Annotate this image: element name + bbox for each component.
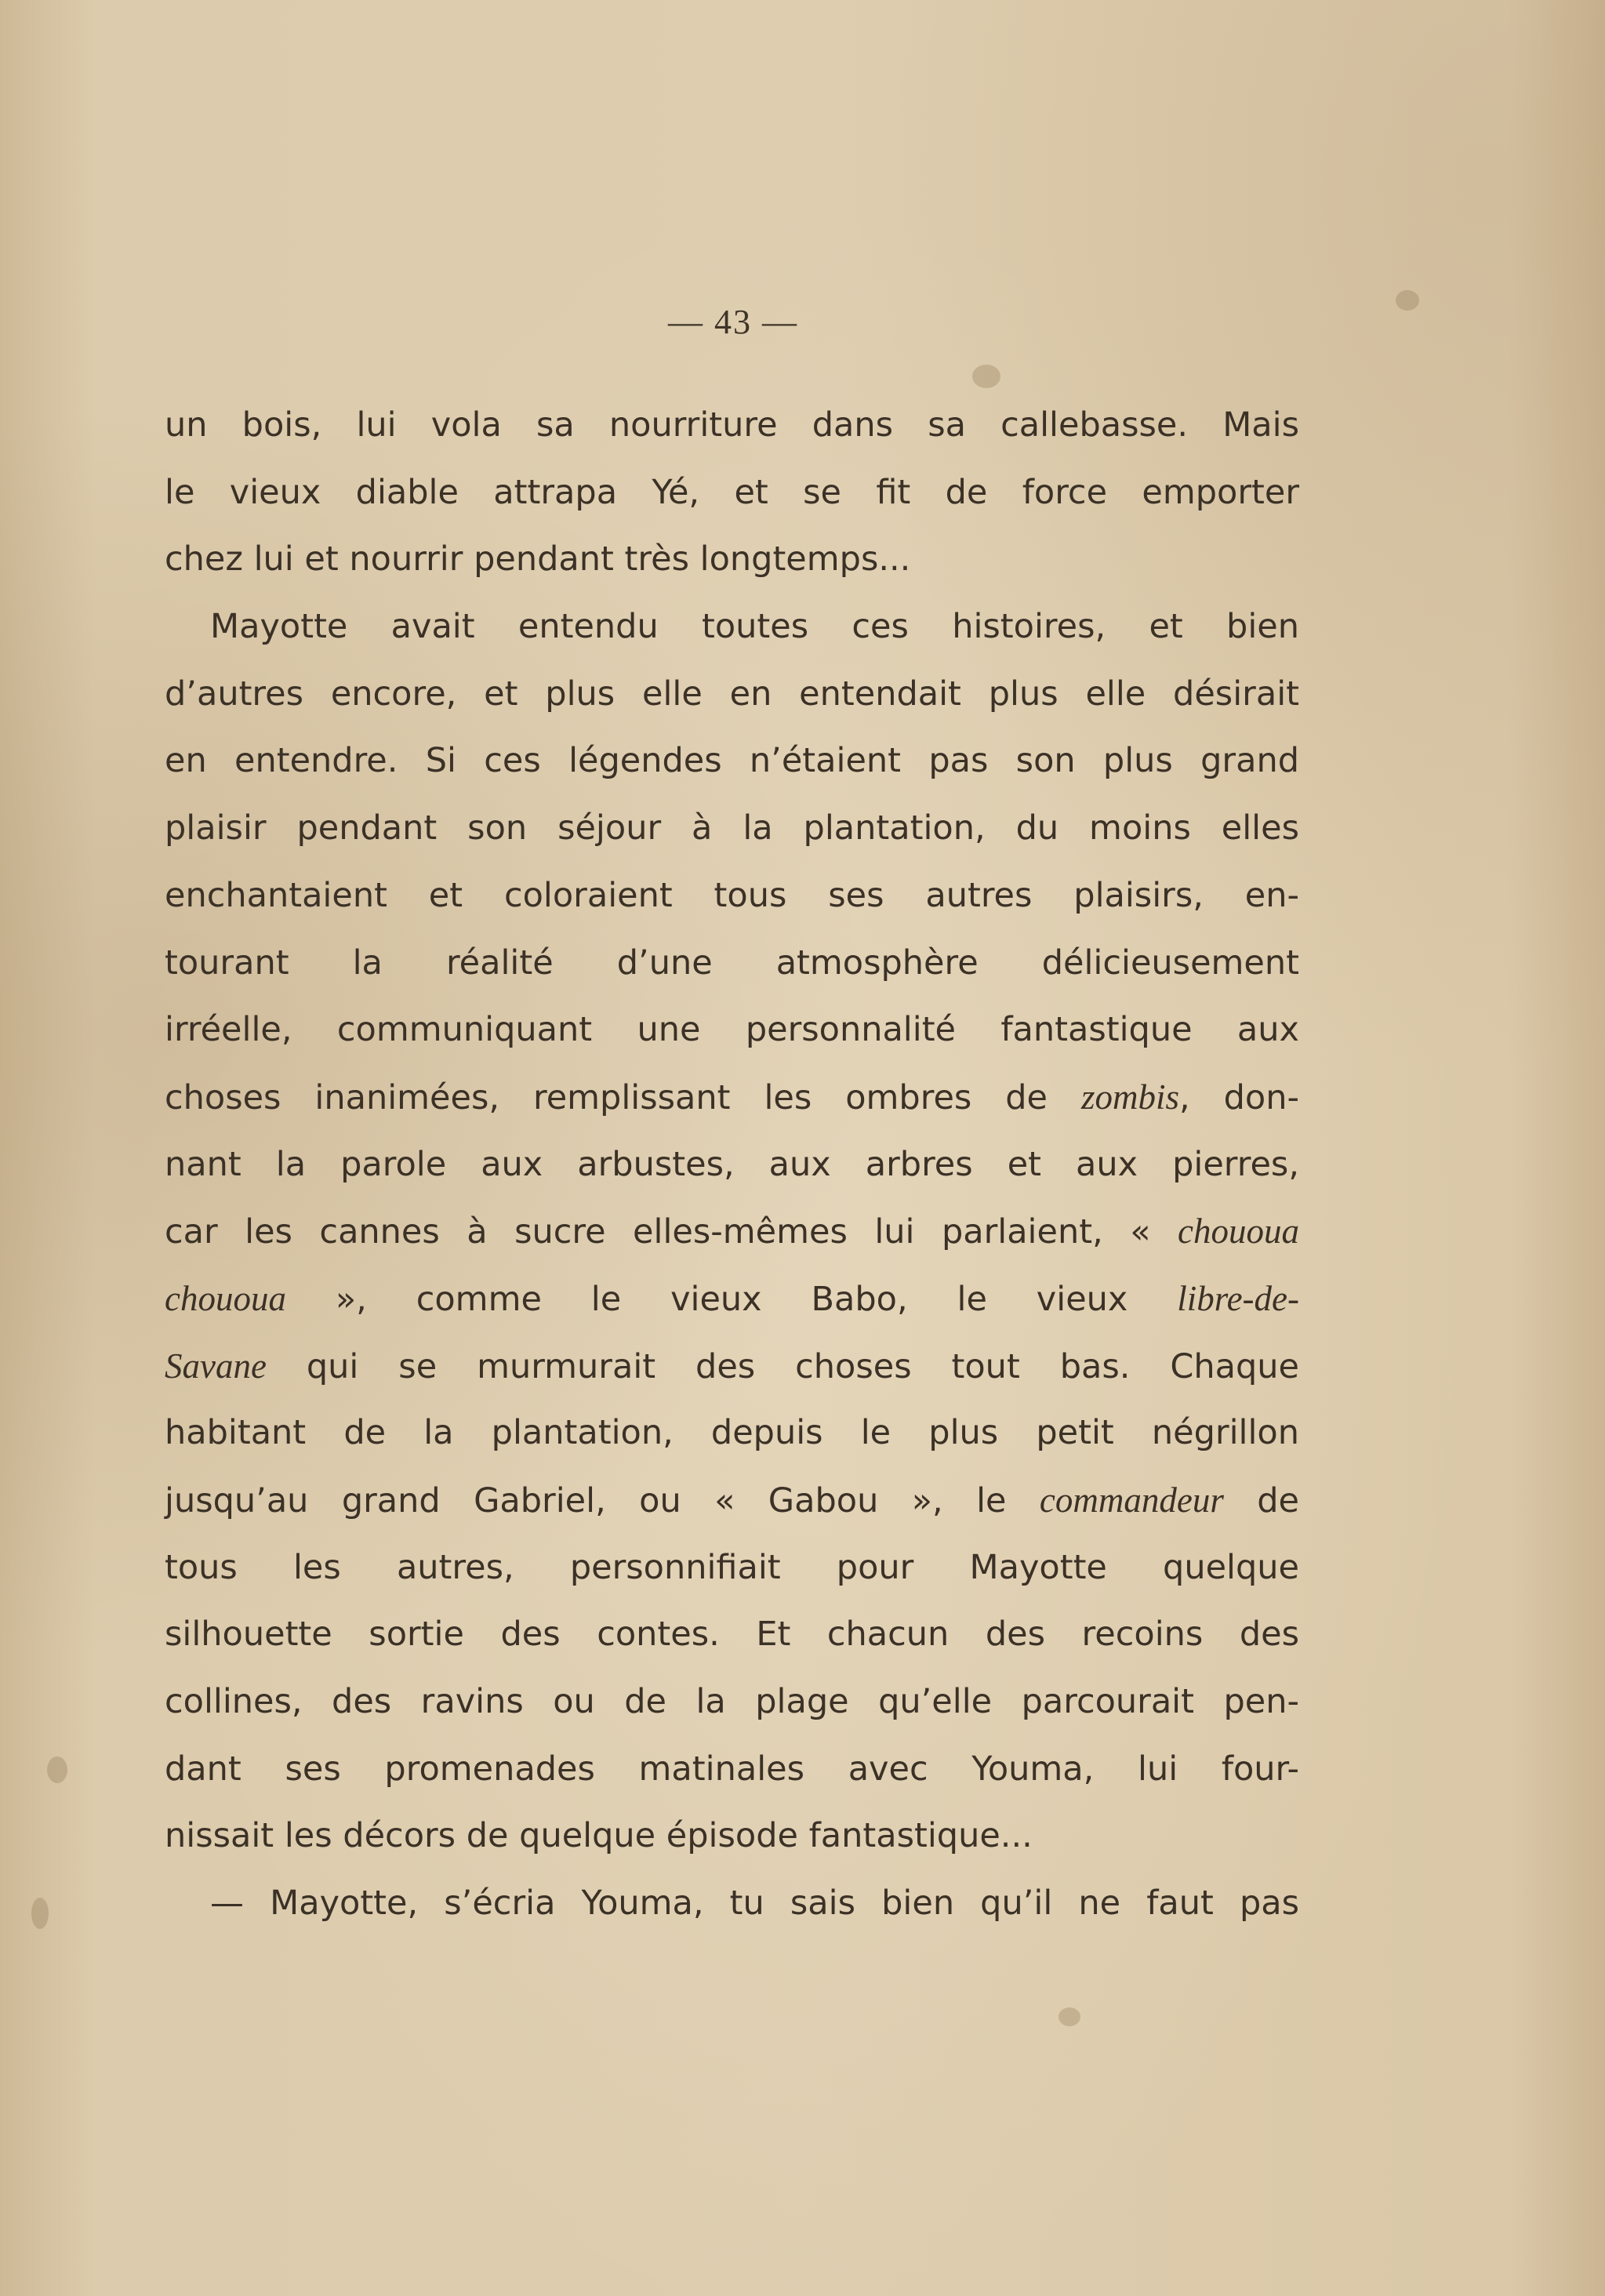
text-line: plaisir pendant son séjour à la plantation, du moins elles xyxy=(165,808,1299,848)
text-line: un bois, lui vola sa nourriture dans sa callebasse. Mais xyxy=(165,405,1299,445)
text-line: d’autres encore, et plus elle en entendait plus elle désirait xyxy=(165,674,1299,714)
italic-term: chououa xyxy=(1178,1212,1299,1252)
text-line: dant ses promenades matinales avec Youma, lui four- xyxy=(165,1749,1299,1789)
text-line: chez lui et nourrir pendant très longtemps... xyxy=(165,539,911,579)
text-line: jusqu’au grand Gabriel, ou « Gabou », le commandeur de xyxy=(165,1480,1300,1520)
text-line: nissait les décors de quelque épisode fantastique... xyxy=(165,1816,1033,1856)
paper-stain xyxy=(1059,2007,1080,2026)
text-line: Mayotte avait entendu toutes ces histoires, et bien xyxy=(210,607,1299,647)
text-line: irréelle, communiquant une personnalité fantastique aux xyxy=(165,1010,1299,1050)
italic-term: commandeur xyxy=(1039,1480,1224,1520)
text-line: enchantaient et coloraient tous ses autres plaisirs, en- xyxy=(165,875,1299,915)
italic-term: chououa xyxy=(165,1278,286,1318)
page-number: — 43 — xyxy=(668,303,798,341)
text-line: tous les autres, personnifiait pour Mayotte quelque xyxy=(165,1547,1299,1587)
paper-stain xyxy=(972,365,1000,388)
text-line: Savane qui se murmurait des choses tout bas. Chaque xyxy=(165,1346,1299,1386)
text-line: choses inanimées, remplissant les ombres de zombis, don- xyxy=(165,1077,1299,1117)
paper-stain xyxy=(31,1898,49,1929)
italic-term: zombis xyxy=(1080,1077,1179,1117)
paper-stain xyxy=(47,1757,67,1783)
italic-term: libre-de- xyxy=(1177,1278,1299,1318)
text-line: tourant la réalité d’une atmosphère délicieusement xyxy=(165,943,1299,983)
text-line: habitant de la plantation, depuis le plus petit négrillon xyxy=(165,1413,1299,1453)
italic-term: Savane xyxy=(165,1346,267,1386)
text-line: nant la parole aux arbustes, aux arbres et aux pierres, xyxy=(165,1144,1299,1184)
text-line: en entendre. Si ces légendes n’étaient pas son plus grand xyxy=(165,741,1299,781)
text-line: — Mayotte, s’écria Youma, tu sais bien qu’il ne faut pas xyxy=(210,1884,1299,1924)
text-line: le vieux diable attrapa Yé, et se fit de force emporter xyxy=(165,472,1299,512)
text-line: silhouette sortie des contes. Et chacun des recoins des xyxy=(165,1615,1299,1655)
body-text xyxy=(165,392,1299,1938)
text-line: chououa », comme le vieux Babo, le vieux libre-de- xyxy=(165,1278,1299,1319)
text-line: collines, des ravins ou de la plage qu’elle parcourait pen- xyxy=(165,1682,1299,1722)
text-line: car les cannes à sucre elles-mêmes lui parlaient, « chououa xyxy=(165,1212,1299,1252)
